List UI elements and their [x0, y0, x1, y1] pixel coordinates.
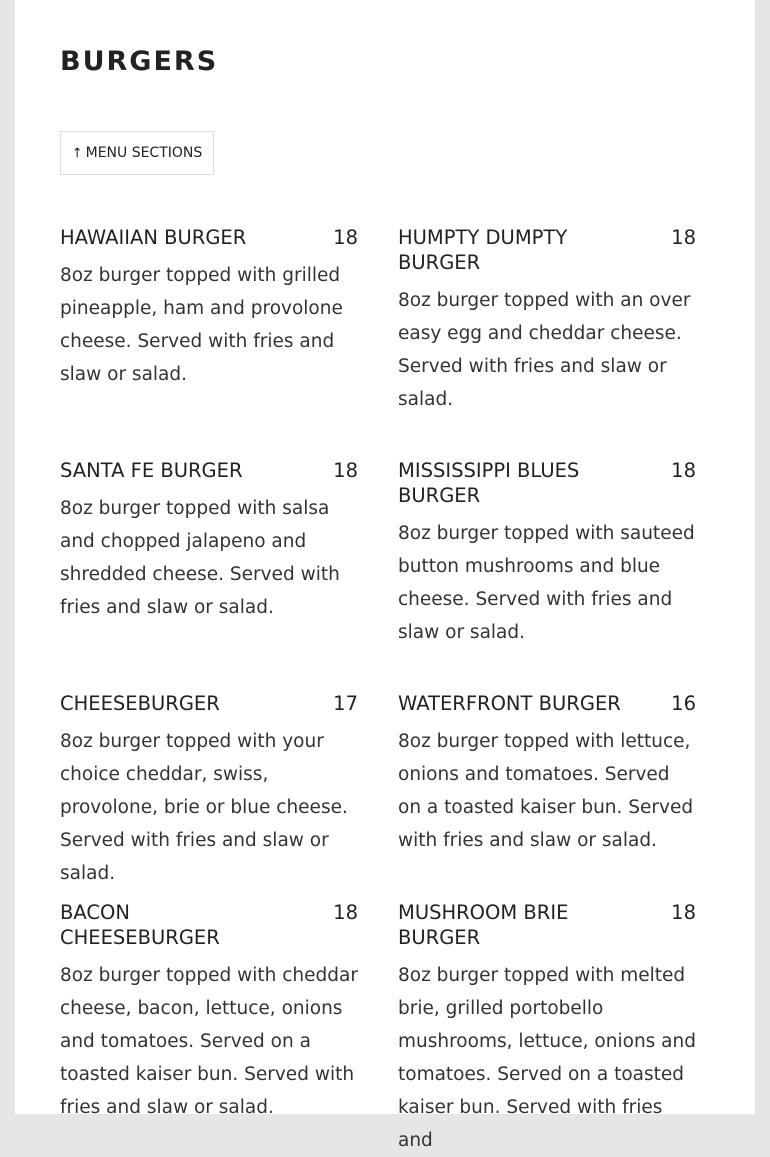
item-description: 8oz burger topped with your choice cheddar, swiss, provolone, brie or blue cheese. Served with fries and slaw or salad.: [60, 731, 348, 884]
arrow-up-icon: ↑: [71, 145, 83, 161]
item-price: 16: [671, 692, 696, 715]
menu-item: [398, 458, 696, 649]
item-price: 17: [333, 692, 358, 715]
item-name: MUSHROOM BRIE BURGER: [398, 901, 569, 949]
item-name: SANTA FE BURGER: [60, 459, 243, 482]
menu-page: [15, 0, 755, 1151]
item-price: 18: [333, 459, 358, 482]
item-description: 8oz burger topped with an over easy egg and cheddar cheese. Served with fries and slaw or salad.: [398, 290, 691, 410]
menu-sections-button[interactable]: [60, 131, 214, 175]
item-price: 18: [671, 459, 696, 482]
item-description: 8oz burger topped with salsa and chopped jalapeno and shredded cheese. Served with fries and slaw or salad.: [60, 498, 340, 618]
menu-item: [398, 225, 696, 416]
item-name: WATERFRONT BURGER: [398, 692, 621, 715]
item-price: 18: [671, 226, 696, 249]
item-description: 8oz burger topped with lettuce, onions and tomatoes. Served on a toasted kaiser bun. Served with fries and slaw or salad.: [398, 731, 694, 851]
menu-item: [60, 225, 358, 391]
menu-sections-label: MENU SECTIONS: [85, 145, 203, 161]
menu-item: [60, 900, 358, 1124]
menu-item: [60, 691, 358, 890]
item-name: MISSISSIPPI BLUES BURGER: [398, 459, 580, 507]
item-name: CHEESEBURGER: [60, 692, 220, 715]
item-description: 8oz burger topped with grilled pineapple, ham and provolone cheese. Served with fries and slaw or salad.: [60, 265, 343, 385]
item-price: 18: [333, 901, 358, 924]
item-description: 8oz burger topped with cheddar cheese, bacon, lettuce, onions and tomatoes. Served on a toasted kaiser bun. Served with fries and slaw or salad.: [60, 965, 358, 1118]
item-name: HAWAIIAN BURGER: [60, 226, 247, 249]
item-description: 8oz burger topped with melted brie, grilled portobello mushrooms, lettuce, onions and tomatoes. Served on a toasted kaiser bun. Served with fries and: [398, 965, 696, 1151]
menu-item: [398, 691, 696, 857]
menu-item: [398, 900, 696, 1157]
section-title: BURGERS: [60, 46, 219, 77]
item-name: HUMPTY DUMPTY BURGER: [398, 226, 568, 274]
item-price: 18: [671, 901, 696, 924]
item-description: 8oz burger topped with sauteed button mushrooms and blue cheese. Served with fries and slaw or salad.: [398, 523, 695, 643]
menu-item: [60, 458, 358, 624]
item-name: BACON CHEESEBURGER: [60, 901, 220, 949]
item-price: 18: [333, 226, 358, 249]
